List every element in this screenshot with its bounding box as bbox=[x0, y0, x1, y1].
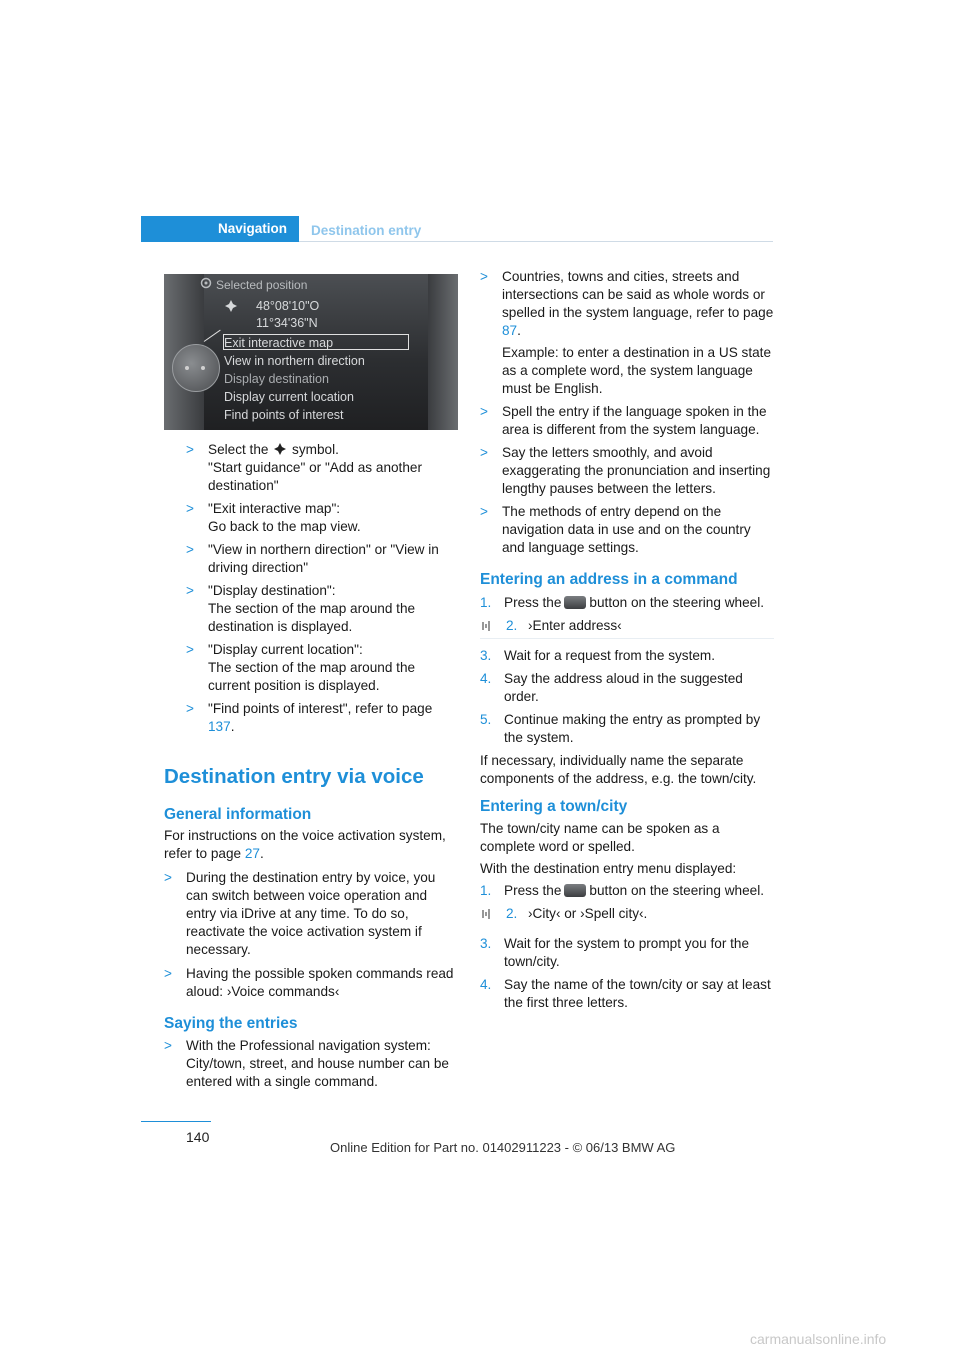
subsection-title: Destination entry bbox=[311, 223, 422, 238]
list-item: > The methods of entry depend on the navigation data in use and on the country and language settings. bbox=[480, 504, 751, 555]
paragraph: The town/city name can be spoken as a complete word or spelled. bbox=[480, 821, 720, 854]
idrive-screenshot bbox=[164, 274, 458, 430]
coordinate-longitude: 11°34'36"N bbox=[256, 316, 318, 330]
speak-icon bbox=[480, 619, 494, 633]
section-tab: Navigation bbox=[141, 216, 299, 242]
section-heading: Destination entry via voice bbox=[164, 765, 424, 788]
menu-item-northern-direction[interactable]: View in northern direction bbox=[224, 354, 365, 368]
coordinate-latitude: 48°08'10"O bbox=[256, 299, 320, 313]
footer-rule bbox=[141, 1121, 211, 1122]
menu-item-display-destination[interactable]: Display destination bbox=[224, 372, 329, 386]
subheading-general: General information bbox=[164, 806, 312, 823]
step-item: 1. Press the button on the steering wheel. bbox=[480, 883, 764, 898]
paragraph: With the destination entry menu displayed: bbox=[480, 861, 737, 876]
step-item: 3. Wait for a request from the system. bbox=[480, 648, 716, 663]
menu-item-display-current-location[interactable]: Display current location bbox=[224, 390, 354, 404]
speak-icon bbox=[480, 907, 494, 921]
page-link[interactable]: 137 bbox=[208, 719, 231, 734]
step-item: 1. Press the button on the steering wheel. bbox=[480, 595, 764, 610]
edition-note: Online Edition for Part no. 01402911223 - © 06/13 BMW AG bbox=[330, 1140, 676, 1155]
list-item: > Having the possible spoken commands read aloud: ›Voice commands‹ bbox=[164, 966, 454, 999]
list-item: > Countries, towns and cities, streets and intersections can be said as whole words or spelled in the system language, refer to page 87. bbox=[480, 269, 774, 338]
paragraph: For instructions on the voice activation system, refer to page 27. bbox=[164, 828, 446, 861]
settings-icon bbox=[200, 277, 212, 289]
step-item: 5. Continue making the entry as prompted by the system. bbox=[480, 712, 761, 745]
list-item-note: Example: to enter a destination in a US state as a complete word, the system language must be English. bbox=[502, 345, 772, 396]
voice-button-icon bbox=[564, 884, 586, 897]
list-item: > Select the symbol. "Start guidance" or "Add as another destination" bbox=[186, 442, 422, 493]
menu-item-find-poi[interactable]: Find points of interest bbox=[224, 408, 344, 422]
list-item: > "Display destination": The section of the map around the destination is displayed. bbox=[186, 583, 416, 634]
step-item: 2. ›City‹ or ›Spell city‹. bbox=[480, 905, 774, 923]
watermark: carmanualsonline.info bbox=[750, 1331, 887, 1347]
list-item: > "Find points of interest", refer to page 137. bbox=[186, 701, 433, 734]
subheading-town: Entering a town/city bbox=[480, 798, 628, 815]
controller-knob bbox=[172, 344, 220, 392]
position-marker-icon bbox=[272, 442, 288, 456]
subheading-address: Entering an address in a command bbox=[480, 571, 738, 588]
page-number: 140 bbox=[186, 1129, 210, 1145]
list-item: > "Exit interactive map": Go back to the map view. bbox=[186, 501, 361, 534]
step-item: 4. Say the address aloud in the suggested order. bbox=[480, 671, 743, 704]
list-item: > With the Professional navigation system: City/town, street, and house number can be entered with a single command. bbox=[164, 1038, 449, 1089]
list-item: > Spell the entry if the language spoken in the area is different from the system language. bbox=[480, 404, 767, 437]
screen-title: Selected position bbox=[216, 278, 308, 292]
subheading-saying: Saying the entries bbox=[164, 1015, 298, 1032]
step-item: 2. ›Enter address‹ bbox=[480, 617, 774, 635]
page-link[interactable]: 27 bbox=[244, 846, 260, 861]
voice-button-icon bbox=[564, 596, 586, 609]
position-marker-icon bbox=[224, 299, 238, 313]
menu-item-exit-map[interactable]: Exit interactive map bbox=[224, 336, 334, 350]
step-item: 4. Say the name of the town/city or say at least the first three letters. bbox=[480, 977, 771, 1010]
step-item: 3. Wait for the system to prompt you for the town/city. bbox=[480, 936, 750, 969]
list-item: > "Display current location": The section of the map around the current position is displayed. bbox=[186, 642, 416, 693]
paragraph: If necessary, individually name the separate components of the address, e.g. the town/city. bbox=[480, 753, 757, 786]
list-item: > Say the letters smoothly, and avoid exaggerating the pronunciation and inserting lengthy pauses between the letters. bbox=[480, 445, 771, 496]
list-item: > During the destination entry by voice, you can switch between voice operation and entry via iDrive at any time. To do so, reactivate the voice activation system if necessary. bbox=[164, 870, 436, 957]
list-item: > "View in northern direction" or "View in driving direction" bbox=[186, 542, 439, 575]
page-link[interactable]: 87 bbox=[502, 323, 518, 338]
